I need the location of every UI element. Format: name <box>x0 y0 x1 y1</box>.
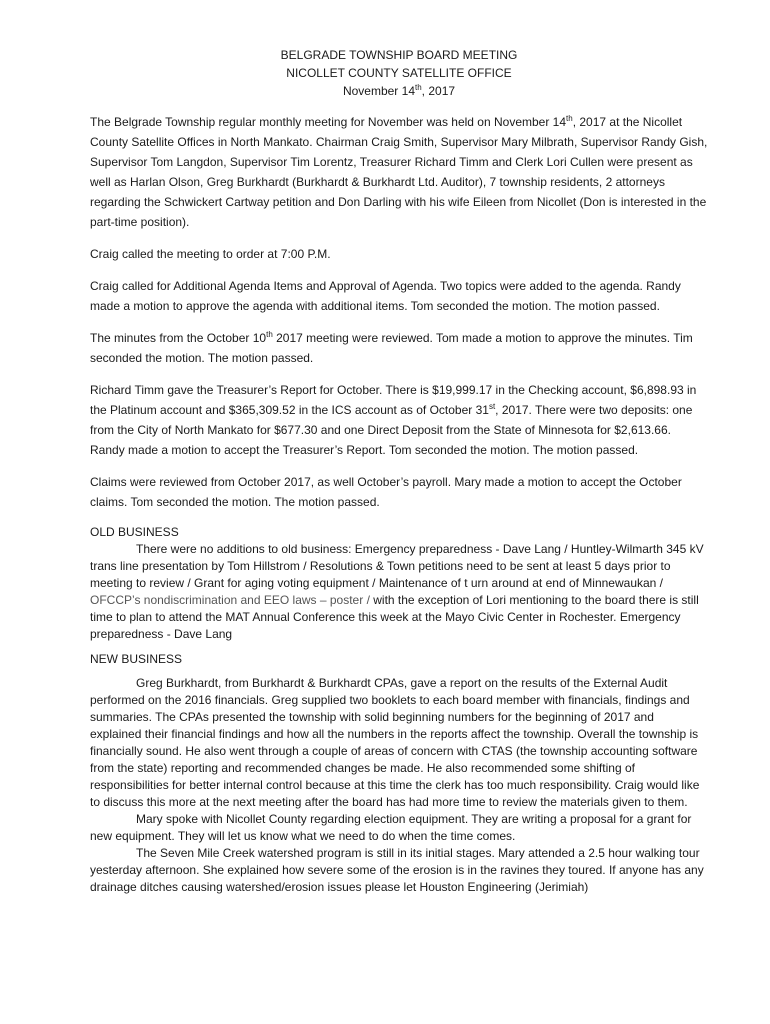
watershed-paragraph: The Seven Mile Creek watershed program is still in its initial stages. Mary attended a 2.5 hour walking tour yesterday afternoon. She explained how severe some of the erosion is in the ravines they toured. If anyone has any drainage ditches causing watershed/erosion issues please let Houston Engineering (Jerimiah) <box>90 846 704 894</box>
new-business-heading: NEW BUSINESS <box>90 652 183 666</box>
ofccp-link-text: OFCCP’s nondiscrimination and EEO laws – poster / <box>90 593 370 607</box>
document-header <box>90 46 708 100</box>
audit-report-paragraph: Greg Burkhardt, from Burkhardt & Burkhardt CPAs, gave a report on the results of the External Audit performed on the 2016 financials. Greg supplied two booklets to each board member with financials, findings and summaries. The CPAs presented the township with solid beginning numbers for the beginning of 2017 and explained their financial findings and how all the numbers in the reports affect the township. Overall the township is financially sound. He also went through a couple of areas of concern with CTAS (the township accounting software from the state) reporting and recommended changes be made. He also recommended some shifting of responsibilities for better internal control because at this time the clerk has too much responsibility. Craig would like to discuss this more at the next meeting after the board has had more time to review the materials given to them. <box>90 676 700 809</box>
agenda-paragraph: Craig called for Additional Agenda Items and Approval of Agenda. Two topics were added to the agenda. Randy made a motion to approve the agenda with additional items. Tom seconded the motion. The motion passed. <box>90 279 681 313</box>
meeting-date: November 14th, 2017 <box>342 83 456 98</box>
old-business-heading: OLD BUSINESS <box>90 525 179 539</box>
election-equipment-paragraph: Mary spoke with Nicollet County regarding election equipment. They are writing a proposal for a grant for new equipment. They will let us know what we need to do when the time comes. <box>90 812 692 843</box>
meeting-title: BELGRADE TOWNSHIP BOARD MEETING <box>280 48 518 62</box>
claims-paragraph: Claims were reviewed from October 2017, as well October’s payroll. Mary made a motion to accept the October claims. Tom seconded the motion. The motion passed. <box>90 475 682 509</box>
treasurer-report-paragraph: Richard Timm gave the Treasurer’s Report for October. There is $19,999.17 in the Checking account, $6,898.93 in the Platinum account and $365,309.52 in the ICS account as of October 31st, 2017. There were two deposits: one from the City of North Mankato for $677.30 and one Direct Deposit from the State of Minnesota for $2,613.66. Randy made a motion to accept the Treasurer’s Report. Tom seconded the motion. The motion passed. <box>90 383 697 457</box>
attendance-paragraph: The Belgrade Township regular monthly meeting for November was held on November 14th, 2017 at the Nicollet County Satellite Offices in North Mankato. Chairman Craig Smith, Supervisor Mary Milbrath, Supervisor Randy Gish, Supervisor Tom Langdon, Supervisor Tim Lorentz, Treasurer Richard Timm and Clerk Lori Cullen were present as well as Harlan Olson, Greg Burkhardt (Burkhardt & Burkhardt Ltd. Auditor), 7 township residents, 2 attorneys regarding the Schwickert Cartway petition and Don Darling with his wife Eileen from Nicollet (Don is interested in the part-time position). <box>90 114 708 229</box>
meeting-location: NICOLLET COUNTY SATELLITE OFFICE <box>286 66 512 80</box>
minutes-paragraph: The minutes from the October 10th 2017 meeting were reviewed. Tom made a motion to approve the minutes. Tim seconded the motion. The motion passed. <box>90 330 693 365</box>
document-page <box>90 46 708 896</box>
old-business-paragraph: There were no additions to old business: Emergency preparedness - Dave Lang / Huntley-Wilmarth 345 kV trans line presentation by Tom Hillstrom / Resolutions & Town petitions need to be sent at least 5 days prior to meeting to review / Grant for aging voting equipment / Maintenance of t urn around at end of Minnewaukan / OFCCP’s nondiscrimination and EEO laws – poster / with the exception of Lori mentioning to the board there is still time to plan to attend the MAT Annual Conference this week at the Mayo Civic Center in Rochester. Emergency preparedness - Dave Lang <box>90 542 704 641</box>
call-to-order-paragraph: Craig called the meeting to order at 7:00 P.M. <box>90 247 331 261</box>
